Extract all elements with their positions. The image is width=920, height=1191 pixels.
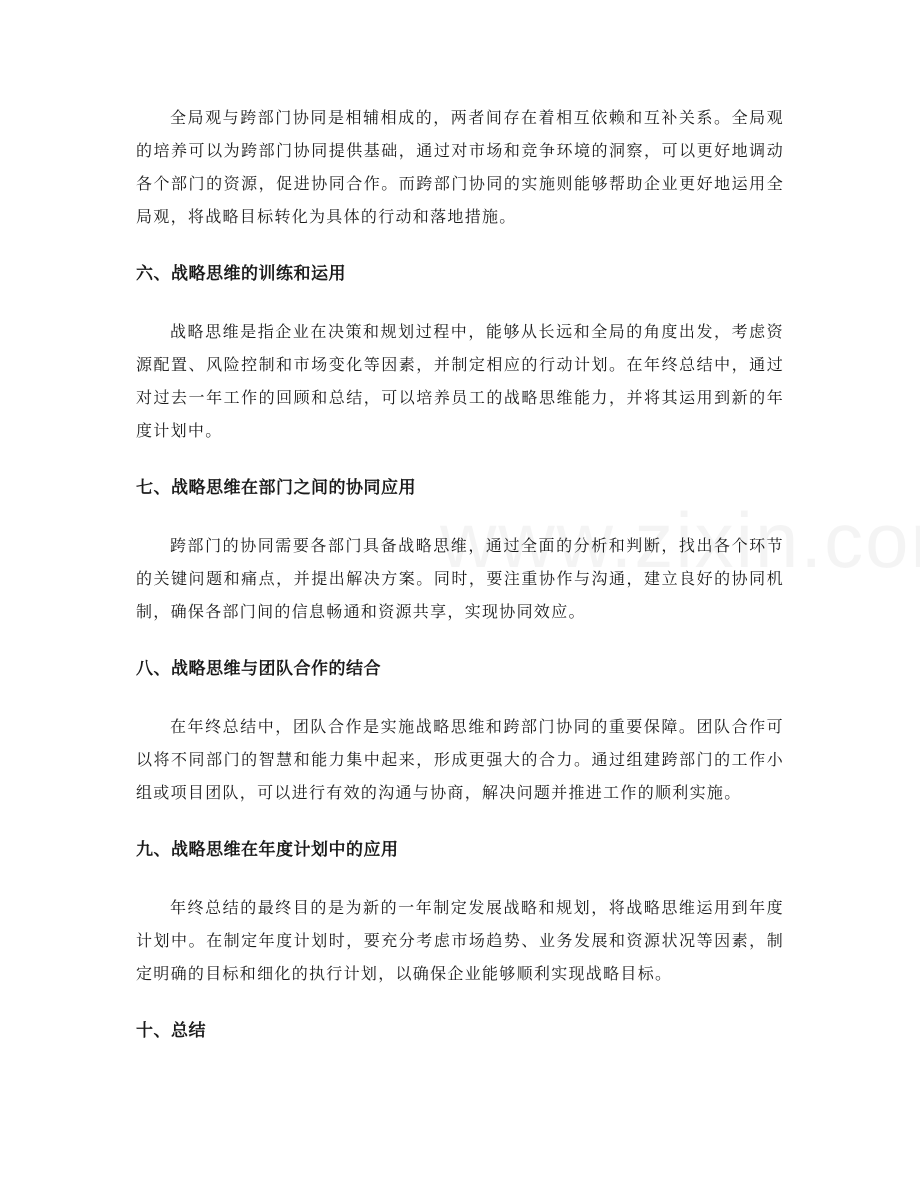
paragraph-annual-plan: 年终总结的最终目的是为新的一年制定发展战略和规划，将战略思维运用到年度计划中。在制定年度计划时，要充分考虑市场趋势、业务发展和资源状况等因素，制定明确的目标和细化的执行计划，以确保企业能够顺利实现战略目标。 [136, 898, 784, 983]
section-heading-10: 十、总结 [136, 1021, 206, 1041]
section-heading-9: 九、战略思维在年度计划中的应用 [136, 840, 399, 860]
paragraph-cross-dept-collaboration: 跨部门的协同需要各部门具备战略思维，通过全面的分析和判断，找出各个环节的关键问题和痛点，并提出解决方案。同时，要注重协作与沟通，建立良好的协同机制，确保各部门间的信息畅通和资源共享，实现协同效应。 [136, 536, 784, 621]
section-heading-6: 六、战略思维的训练和运用 [136, 264, 346, 284]
section-heading-8: 八、战略思维与团队合作的结合 [136, 659, 381, 679]
section-heading-7: 七、战略思维在部门之间的协同应用 [136, 478, 416, 498]
document-body [136, 101, 784, 1043]
paragraph-strategic-thinking-training: 战略思维是指企业在决策和规划过程中，能够从长远和全局的角度出发，考虑资源配置、风险控制和市场变化等因素，并制定相应的行动计划。在年终总结中，通过对过去一年工作的回顾和总结，可以培养员工的战略思维能力，并将其运用到新的年度计划中。 [136, 322, 784, 440]
paragraph-team-cooperation: 在年终总结中，团队合作是实施战略思维和跨部门协同的重要保障。团队合作可以将不同部门的智慧和能力集中起来，形成更强大的合力。通过组建跨部门的工作小组或项目团队，可以进行有效的沟通与协商，解决问题并推进工作的顺利实施。 [136, 717, 784, 802]
paragraph-cross-dept-global-view: 全局观与跨部门协同是相辅相成的，两者间存在着相互依赖和互补关系。全局观的培养可以为跨部门协同提供基础，通过对市场和竞争环境的洞察，可以更好地调动各个部门的资源，促进协同合作。而跨部门协同的实施则能够帮助企业更好地运用全局观，将战略目标转化为具体的行动和落地措施。 [136, 108, 784, 226]
